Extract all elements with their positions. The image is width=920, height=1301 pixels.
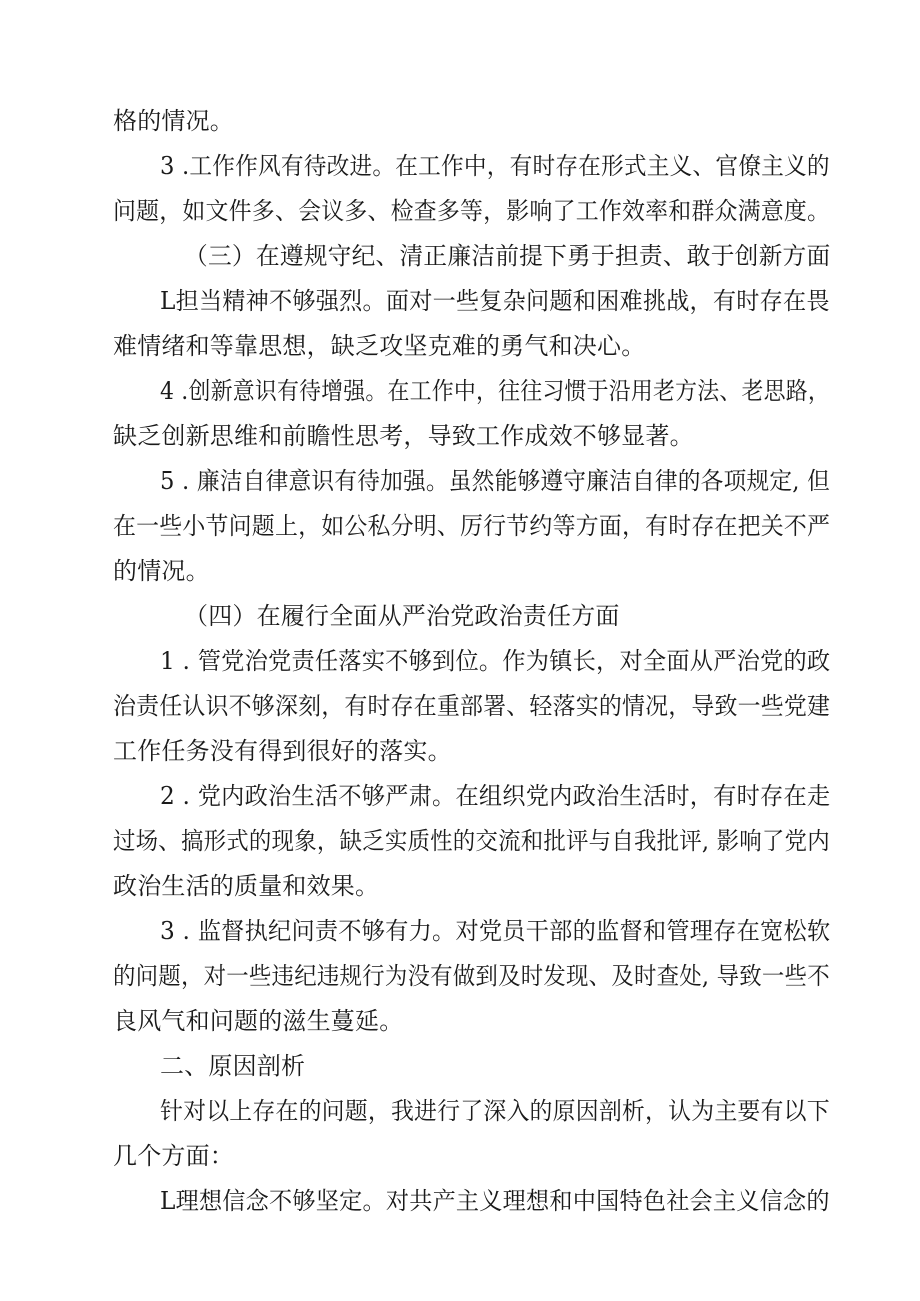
text-line-19: 3 . 监督执纪问责不够有力。对党员干部的监督和管理存在宽松软: [160, 917, 831, 945]
text-line-9: 5 . 廉洁自律意识有待加强。虽然能够遵守廉洁自律的各项规定, 但: [160, 467, 830, 495]
text-line-2: 3 .工作作风有待改进。在工作中，有时存在形式主义、官僚主义的: [160, 152, 830, 180]
text-line-21: 良风气和问题的滋生蔓延。: [113, 1007, 404, 1035]
text-line-3: 问题，如文件多、会议多、检查多等，影响了工作效率和群众满意度。: [113, 197, 831, 225]
text-line-23: 针对以上存在的问题，我进行了深入的原因剖析，认为主要有以下: [160, 1097, 830, 1125]
text-line-17: 过场、搞形式的现象，缺乏实质性的交流和批评与自我批评, 影响了党内: [113, 827, 830, 855]
text-line-14: 治责任认识不够深刻，有时存在重部署、轻落实的情况，导致一些党建: [113, 692, 831, 720]
text-line-16: 2 . 党内政治生活不够严肃。在组织党内政治生活时，有时存在走: [160, 782, 831, 810]
text-line-25: L理想信念不够坚定。对共产主义理想和中国特色社会主义信念的: [160, 1187, 830, 1215]
text-line-5: L担当精神不够强烈。面对一些复杂问题和困难挑战，有时存在畏: [160, 287, 830, 315]
section-heading-2: 二、原因剖析: [160, 1052, 306, 1080]
text-line-11: 的情况。: [113, 557, 210, 585]
text-line-18: 政治生活的质量和效果。: [113, 872, 380, 900]
text-line-1: 格的情况。: [113, 107, 234, 135]
section-heading-3: （三）在遵规守纪、清正廉洁前提下勇于担责、敢于创新方面: [184, 242, 831, 270]
text-line-13: 1 . 管党治党责任落实不够到位。作为镇长，对全面从严治党的政: [160, 647, 831, 675]
text-line-15: 工作任务没有得到很好的落实。: [113, 737, 452, 765]
section-heading-4: （四）在履行全面从严治党政治责任方面: [184, 602, 620, 630]
text-line-24: 几个方面：: [113, 1142, 234, 1170]
text-line-10: 在一些小节问题上，如公私分明、厉行节约等方面，有时存在把关不严: [113, 512, 831, 540]
text-line-7: 4 .创新意识有待增强。在工作中，往往习惯于沿用老方法、老思路，: [160, 377, 830, 405]
text-line-6: 难情绪和等靠思想，缺乏攻坚克难的勇气和决心。: [113, 332, 646, 360]
text-line-20: 的问题，对一些违纪违规行为没有做到及时发现、及时查处, 导致一些不: [113, 962, 830, 990]
text-line-8: 缺乏创新思维和前瞻性思考，导致工作成效不够显著。: [113, 422, 694, 450]
